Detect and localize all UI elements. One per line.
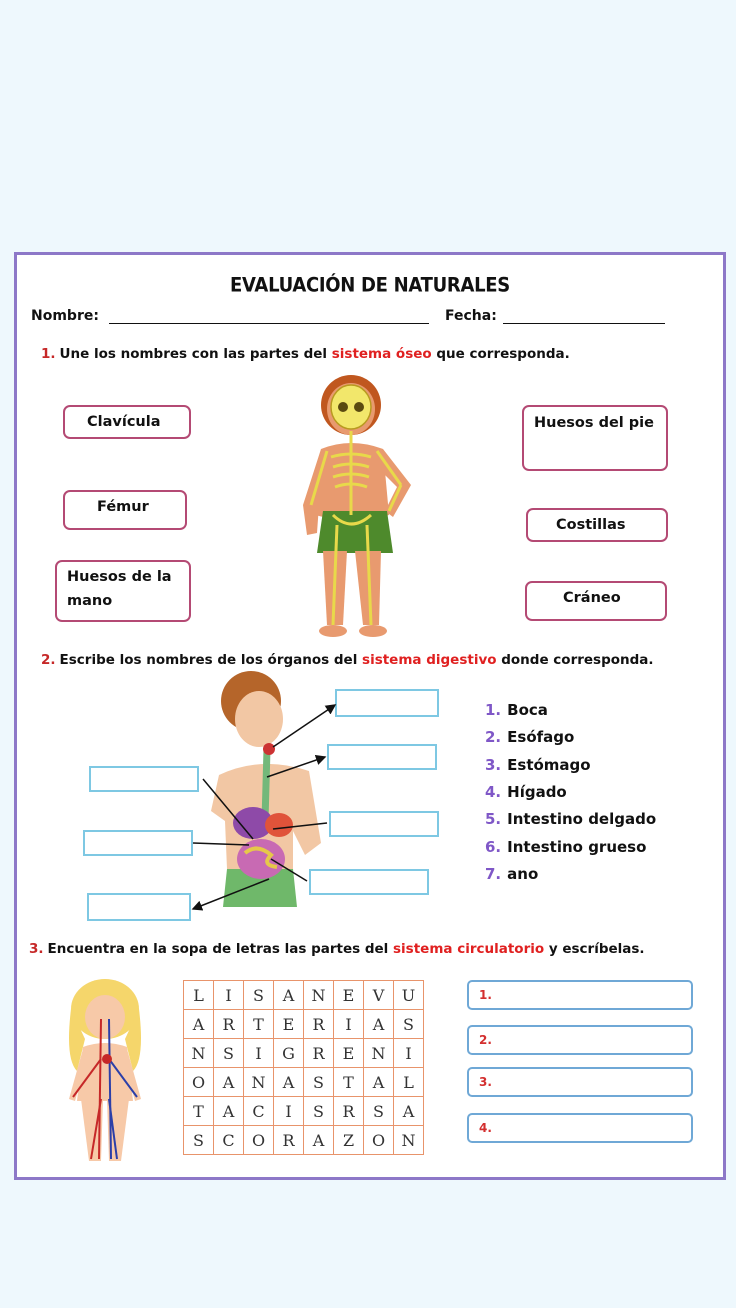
grid-cell[interactable]: S [364, 1097, 394, 1126]
grid-row [184, 1097, 424, 1126]
date-label: Fecha: [445, 308, 497, 324]
grid-cell[interactable]: E [334, 1039, 364, 1068]
organ-answer-box-1[interactable] [335, 689, 439, 717]
grid-cell[interactable]: A [274, 981, 304, 1010]
grid-cell[interactable]: G [274, 1039, 304, 1068]
word-answer-box-2[interactable]: 2. [467, 1025, 693, 1055]
grid-cell[interactable]: S [394, 1010, 424, 1039]
organ-item: 3. Estómago [485, 756, 591, 774]
grid-cell[interactable]: S [304, 1097, 334, 1126]
grid-row [184, 1068, 424, 1097]
grid-row [184, 1039, 424, 1068]
grid-cell[interactable]: A [394, 1097, 424, 1126]
word-answer-box-3[interactable]: 3. [467, 1067, 693, 1097]
grid-cell[interactable]: R [304, 1010, 334, 1039]
grid-cell[interactable]: R [214, 1010, 244, 1039]
organ-answer-box-2[interactable] [327, 744, 437, 770]
grid-cell[interactable]: N [244, 1068, 274, 1097]
grid-cell[interactable]: C [214, 1126, 244, 1155]
grid-cell[interactable]: S [184, 1126, 214, 1155]
label-clavicula[interactable]: Clavícula [63, 405, 191, 439]
grid-cell[interactable]: A [364, 1010, 394, 1039]
label-femur[interactable]: Fémur [63, 490, 187, 530]
organ-item: 4. Hígado [485, 783, 567, 801]
label-craneo[interactable]: Cráneo [525, 581, 667, 621]
word-answer-box-4[interactable]: 4. [467, 1113, 693, 1143]
date-line[interactable] [503, 323, 665, 324]
word-search-grid [183, 980, 424, 1155]
grid-cell[interactable]: C [244, 1097, 274, 1126]
grid-cell[interactable]: O [184, 1068, 214, 1097]
word-answer-box-1[interactable]: 1. [467, 980, 693, 1010]
organ-item: 2. Esófago [485, 728, 575, 746]
grid-cell[interactable]: I [274, 1097, 304, 1126]
organ-answer-box-3[interactable] [329, 811, 439, 837]
grid-cell[interactable]: T [334, 1068, 364, 1097]
grid-row [184, 981, 424, 1010]
grid-cell[interactable]: S [244, 981, 274, 1010]
grid-cell[interactable]: R [274, 1126, 304, 1155]
grid-cell[interactable]: V [364, 981, 394, 1010]
skeleton-illustration [293, 375, 443, 643]
grid-cell[interactable]: O [364, 1126, 394, 1155]
label-huesos-pie[interactable]: Huesos del pie [522, 405, 668, 471]
grid-cell[interactable]: U [394, 981, 424, 1010]
grid-row [184, 1010, 424, 1039]
grid-cell[interactable]: A [364, 1068, 394, 1097]
organ-answer-box-6[interactable] [83, 830, 193, 856]
label-huesos-mano[interactable]: Huesos de la mano [55, 560, 191, 622]
name-label: Nombre: [31, 308, 99, 324]
grid-cell[interactable]: R [304, 1039, 334, 1068]
grid-cell[interactable]: A [214, 1097, 244, 1126]
grid-cell[interactable]: N [184, 1039, 214, 1068]
grid-cell[interactable]: Z [334, 1126, 364, 1155]
grid-cell[interactable]: I [394, 1039, 424, 1068]
organ-answer-box-4[interactable] [309, 869, 429, 895]
grid-cell[interactable]: R [334, 1097, 364, 1126]
grid-cell[interactable]: L [184, 981, 214, 1010]
grid-row [184, 1126, 424, 1155]
organ-item: 1. Boca [485, 701, 548, 719]
grid-cell[interactable]: E [334, 981, 364, 1010]
grid-cell[interactable]: N [304, 981, 334, 1010]
grid-cell[interactable]: A [214, 1068, 244, 1097]
label-costillas[interactable]: Costillas [526, 508, 668, 542]
question-2: 2. Escribe los nombres de los órganos del sistema digestivo donde corresponda. [41, 652, 654, 668]
grid-cell[interactable]: A [304, 1126, 334, 1155]
name-line[interactable] [109, 323, 429, 324]
grid-cell[interactable]: N [364, 1039, 394, 1068]
grid-cell[interactable]: I [244, 1039, 274, 1068]
worksheet [14, 252, 726, 1180]
organ-item: 6. Intestino grueso [485, 838, 647, 856]
grid-cell[interactable]: E [274, 1010, 304, 1039]
page-title: EVALUACIÓN DE NATURALES [230, 274, 510, 297]
grid-cell[interactable]: I [334, 1010, 364, 1039]
grid-cell[interactable]: I [214, 981, 244, 1010]
grid-cell[interactable]: S [304, 1068, 334, 1097]
circulatory-illustration [55, 979, 155, 1173]
question-3: 3. Encuentra en la sopa de letras las partes del sistema circulatorio y escríbelas. [29, 941, 645, 957]
organ-item: 5. Intestino delgado [485, 810, 657, 828]
question-1: 1. Une los nombres con las partes del sistema óseo que corresponda. [41, 346, 570, 362]
grid-cell[interactable]: O [244, 1126, 274, 1155]
grid-cell[interactable]: T [184, 1097, 214, 1126]
grid-cell[interactable]: N [394, 1126, 424, 1155]
grid-cell[interactable]: S [214, 1039, 244, 1068]
grid-cell[interactable]: A [274, 1068, 304, 1097]
organ-answer-box-5[interactable] [89, 766, 199, 792]
grid-cell[interactable]: A [184, 1010, 214, 1039]
organ-answer-box-7[interactable] [87, 893, 191, 921]
grid-cell[interactable]: T [244, 1010, 274, 1039]
organ-item: 7. ano [485, 865, 539, 883]
grid-cell[interactable]: L [394, 1068, 424, 1097]
